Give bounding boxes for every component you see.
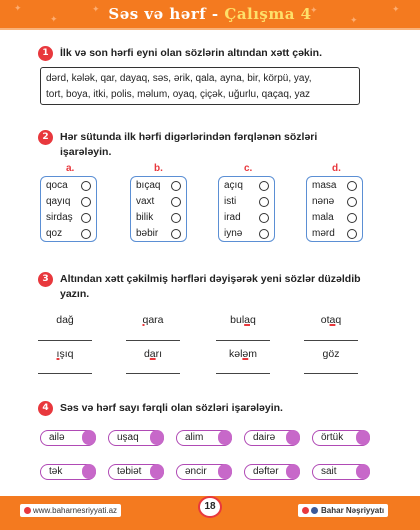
- bird-icon: ✦: [92, 4, 100, 14]
- word-pill[interactable]: [176, 464, 232, 480]
- word-pill[interactable]: [40, 464, 96, 480]
- source-word: otaq: [320, 314, 342, 326]
- pill-label: dəftər: [253, 466, 279, 477]
- answer-line[interactable]: [38, 373, 92, 374]
- pill-check[interactable]: [218, 430, 232, 445]
- globe-icon: [24, 507, 31, 514]
- word-label: sirdaş: [46, 212, 73, 223]
- radio-circle[interactable]: [347, 197, 357, 207]
- bird-icon: ✦: [310, 5, 318, 15]
- radio-circle[interactable]: [259, 181, 269, 191]
- source-word: göz: [322, 348, 340, 360]
- word-option[interactable]: [136, 178, 160, 194]
- word-label: irad: [224, 212, 241, 223]
- pill-check[interactable]: [286, 430, 300, 445]
- task-number-badge: 4: [38, 401, 53, 416]
- task1-instruction: İlk və son hərfi eyni olan sözlərin altından xətt çəkin.: [60, 47, 322, 59]
- word-label: masa: [312, 180, 337, 191]
- radio-circle[interactable]: [81, 197, 91, 207]
- source-word: bulaq: [230, 314, 256, 326]
- word-column-b: [130, 176, 187, 242]
- pill-label: əncir: [185, 466, 207, 477]
- pill-check[interactable]: [356, 430, 370, 445]
- answer-line[interactable]: [216, 373, 270, 374]
- pill-check[interactable]: [356, 464, 370, 479]
- word-option[interactable]: [312, 194, 334, 210]
- word-label: mərd: [312, 228, 335, 239]
- radio-circle[interactable]: [81, 181, 91, 191]
- pill-check[interactable]: [82, 430, 96, 445]
- word-option[interactable]: [312, 178, 336, 194]
- answer-line[interactable]: [38, 340, 92, 341]
- bird-icon: ✦: [392, 4, 400, 14]
- word-option[interactable]: [224, 194, 236, 210]
- facebook-icon: [311, 507, 318, 514]
- column-letter: c.: [244, 163, 253, 174]
- radio-circle[interactable]: [81, 213, 91, 223]
- pill-label: ailə: [49, 432, 65, 443]
- pill-check[interactable]: [150, 430, 164, 445]
- pill-check[interactable]: [150, 464, 164, 479]
- answer-line[interactable]: [216, 340, 270, 341]
- word-option[interactable]: [136, 226, 158, 242]
- page-number: 18: [198, 496, 222, 518]
- pill-label: alim: [185, 432, 204, 443]
- pill-label: uşaq: [117, 432, 139, 443]
- task-number-badge: 3: [38, 272, 53, 287]
- word-column-a: [40, 176, 97, 242]
- title-main: Səs və hərf -: [108, 5, 225, 23]
- title-accent: Çalışma 4: [224, 5, 312, 23]
- source-word: qara: [142, 314, 164, 326]
- pill-label: dairə: [253, 432, 276, 443]
- word-option[interactable]: [224, 226, 242, 242]
- word-label: iynə: [224, 228, 243, 239]
- answer-line[interactable]: [126, 373, 180, 374]
- word-label: bəbir: [136, 228, 159, 239]
- bird-icon: ✦: [14, 3, 22, 13]
- word-pill[interactable]: [176, 430, 232, 446]
- radio-circle[interactable]: [171, 181, 181, 191]
- pill-label: sait: [321, 466, 337, 477]
- pill-label: təbiət: [117, 466, 142, 477]
- column-letter: d.: [332, 163, 341, 174]
- task2-instruction-line2: işarələyin.: [60, 146, 112, 158]
- word-label: vaxt: [136, 196, 155, 207]
- column-letter: b.: [154, 163, 163, 174]
- radio-circle[interactable]: [81, 229, 91, 239]
- answer-line[interactable]: [126, 340, 180, 341]
- task2-instruction-line1: Hər sütunda ilk hərfi digərlərindən fərqlənən sözləri: [60, 131, 318, 143]
- word-option[interactable]: [312, 210, 334, 226]
- word-option[interactable]: [136, 194, 154, 210]
- word-pill[interactable]: [40, 430, 96, 446]
- task-number-badge: 2: [38, 130, 53, 145]
- word-pill[interactable]: [312, 464, 370, 480]
- word-label: qayıq: [46, 196, 71, 207]
- publisher-label: Bahar Nəşriyyatı: [298, 504, 388, 517]
- word-option[interactable]: [46, 178, 68, 194]
- word-column-d: [306, 176, 363, 242]
- pill-check[interactable]: [286, 464, 300, 479]
- word-option[interactable]: [224, 210, 241, 226]
- source-word: kələm: [228, 348, 258, 360]
- task3-instruction-line2: yazın.: [60, 288, 90, 300]
- radio-circle[interactable]: [347, 229, 357, 239]
- word-label: bilik: [136, 212, 154, 223]
- word-option[interactable]: [312, 226, 335, 242]
- word-label: isti: [224, 196, 237, 207]
- word-label: qoz: [46, 228, 63, 239]
- task4-instruction: Səs və hərf sayı fərqli olan sözləri işarələyin.: [60, 402, 283, 414]
- word-option[interactable]: [46, 194, 70, 210]
- word-option[interactable]: [136, 210, 153, 226]
- radio-circle[interactable]: [347, 213, 357, 223]
- word-pill[interactable]: [312, 430, 370, 446]
- word-label: bıçaq: [136, 180, 161, 191]
- pill-label: tək: [49, 466, 63, 477]
- word-pill[interactable]: [108, 430, 164, 446]
- instagram-icon: [302, 507, 309, 514]
- column-letter: a.: [66, 163, 75, 174]
- pill-check[interactable]: [82, 464, 96, 479]
- word-option[interactable]: [224, 178, 243, 194]
- answer-line[interactable]: [304, 340, 358, 341]
- task-number-badge: 1: [38, 46, 53, 61]
- word-list-line: dərd, kələk, qar, dayaq, səs, ərik, qala, ayna, bir, körpü, yay,: [46, 73, 312, 84]
- page-title: [0, 0, 420, 28]
- word-label: qoca: [46, 180, 68, 191]
- word-label: mala: [312, 212, 334, 223]
- word-option[interactable]: [46, 226, 62, 242]
- word-label: nənə: [312, 196, 335, 207]
- radio-circle[interactable]: [171, 213, 181, 223]
- bird-icon: ✦: [50, 14, 58, 24]
- page-header: [0, 0, 420, 28]
- word-pill[interactable]: [108, 464, 164, 480]
- pill-check[interactable]: [218, 464, 232, 479]
- radio-circle[interactable]: [171, 229, 181, 239]
- task3-instruction-line1: Altından xətt çəkilmiş hərfləri dəyişərək yeni sözlər düzəldib: [60, 273, 361, 285]
- word-pill[interactable]: [244, 464, 300, 480]
- radio-circle[interactable]: [171, 197, 181, 207]
- answer-line[interactable]: [304, 373, 358, 374]
- radio-circle[interactable]: [259, 213, 269, 223]
- radio-circle[interactable]: [347, 181, 357, 191]
- word-list-box: [40, 67, 360, 105]
- word-column-c: [218, 176, 275, 242]
- source-word: darı: [143, 348, 163, 360]
- word-option[interactable]: [46, 210, 73, 226]
- bird-icon: ✦: [350, 15, 358, 25]
- word-list-line: tort, boya, itki, polis, məlum, oyaq, çiçək, uğurlu, qaçaq, yaz: [46, 89, 311, 100]
- source-word: ışıq: [56, 348, 74, 360]
- word-pill[interactable]: [244, 430, 300, 446]
- word-label: açıq: [224, 180, 243, 191]
- source-word: dağ: [56, 314, 74, 326]
- website-link[interactable]: www.baharnesriyyati.az: [20, 504, 121, 517]
- radio-circle[interactable]: [259, 197, 269, 207]
- radio-circle[interactable]: [259, 229, 269, 239]
- pill-label: örtük: [321, 432, 344, 443]
